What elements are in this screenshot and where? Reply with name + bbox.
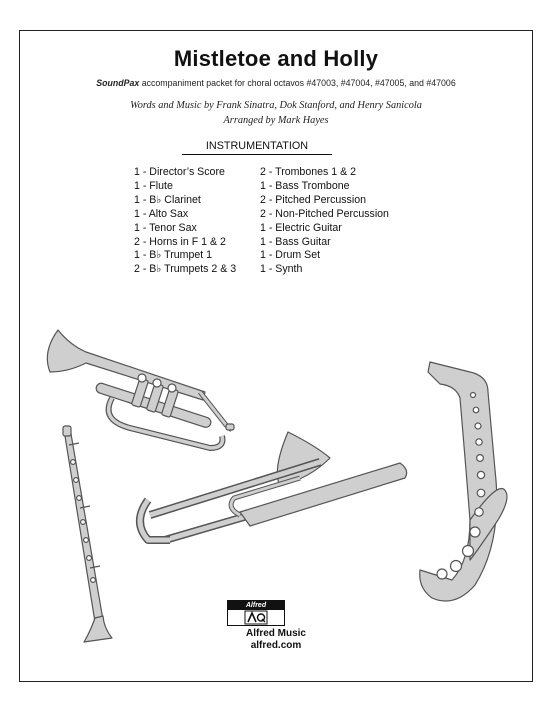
instrument-item: 1 - Bass Trombone bbox=[260, 179, 350, 192]
alfred-logo bbox=[227, 600, 285, 626]
trombone-illustration bbox=[140, 432, 407, 540]
instrument-item: 1 - Flute bbox=[134, 179, 173, 192]
instrument-item: 1 - Electric Guitar bbox=[260, 221, 342, 234]
alfred-emblem-icon bbox=[228, 610, 284, 625]
arranger-credit: Arranged by Mark Hayes bbox=[223, 115, 329, 126]
instrumentation-list-left bbox=[134, 166, 236, 277]
instrument-item: 2 - Non-Pitched Percussion bbox=[260, 207, 389, 220]
instrumentation-list-right bbox=[260, 166, 389, 277]
publisher-url: alfred.com bbox=[250, 640, 302, 651]
subtitle bbox=[0, 78, 552, 88]
page-title: Mistletoe and Holly bbox=[173, 46, 379, 71]
instrument-item: 1 - Director’s Score bbox=[134, 166, 225, 178]
instrument-item: 1 - B♭ Trumpet 1 bbox=[134, 249, 213, 262]
subtitle-text: accompaniment packet for choral octavos #47003, #47004, #47005, and #47006 bbox=[139, 78, 456, 88]
clarinet-illustration bbox=[63, 426, 112, 642]
instrument-item: 2 - B♭ Trumpets 2 & 3 bbox=[134, 263, 237, 276]
instrument-item: 1 - Bass Guitar bbox=[260, 235, 331, 248]
instrument-item: 2 - Pitched Percussion bbox=[260, 193, 366, 206]
subtitle-brand: SoundPax bbox=[96, 78, 140, 88]
instrument-item: 1 - Synth bbox=[260, 263, 303, 276]
instrument-item: 1 - Drum Set bbox=[260, 249, 321, 262]
instrument-item: 2 - Trombones 1 & 2 bbox=[260, 166, 356, 178]
trumpet-illustration bbox=[47, 330, 234, 448]
composer-credits: Words and Music by Frank Sinatra, Dok Stanford, and Henry Sanicola bbox=[130, 100, 422, 111]
instrument-item: 2 - Horns in F 1 & 2 bbox=[134, 235, 226, 248]
saxophone-illustration bbox=[420, 362, 507, 601]
instrument-item: 1 - B♭ Clarinet bbox=[134, 193, 201, 206]
instrumentation-heading: INSTRUMENTATION bbox=[182, 140, 332, 155]
logo-wordmark: Alfred bbox=[228, 601, 284, 610]
instrument-item: 1 - Tenor Sax bbox=[134, 221, 197, 234]
publisher-name: Alfred Music bbox=[245, 628, 306, 639]
instrument-item: 1 - Alto Sax bbox=[134, 207, 189, 220]
